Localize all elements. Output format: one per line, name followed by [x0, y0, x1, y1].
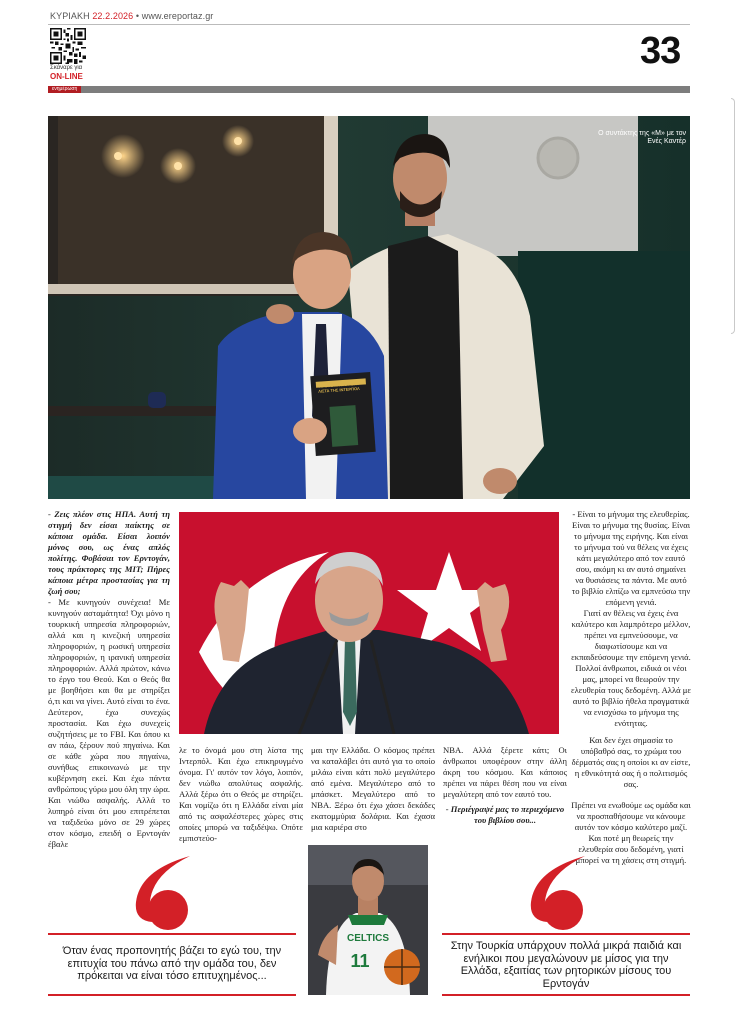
quote-rule-top [48, 933, 296, 935]
quote-rule-top [442, 933, 690, 935]
qr-caption-tag: ενημέρωση [48, 86, 81, 93]
header-site: www.ereportaz.gr [141, 11, 214, 21]
header-dateline [50, 11, 213, 21]
qr-caption-online: ON-LINE [50, 72, 83, 81]
quote-rule-bottom [48, 994, 296, 996]
article-column-3: μαι την Ελλάδα. Ο κόσμος πρέπει να καταλάβει ότι αυτό για το οποίο μιλάω είναι κάτι πολύ μεγαλύτερο από εμένα. Μεγαλύτερο από το μπάσκετ. Μεγαλύτερο από το NBA. Ξέρω ότι έχω χάσει δεκάδες εκατομμύρια δολάρια. Και έχασα μια καριέρα στο [311, 745, 435, 832]
header-date: 22.2.2026 [92, 11, 134, 21]
kanter-celtics-photo [308, 845, 428, 995]
quote-rule-bottom [442, 994, 690, 996]
qr-caption-line1: Σκάναρε για [50, 65, 83, 71]
jersey-team: CELTICS [346, 933, 390, 944]
question-paragraph: - Περιέγραψέ μας το περιεχόμενο του βιβλίου σου... [445, 804, 565, 825]
page-number: 33 [640, 30, 681, 72]
book-title: ΤΟ ΟΝΟΜΑ ΜΟΥ ΣΤΗ ΛΙΣΤΑ ΤΗΣ ΙΝΤΕΡΠΟΛ [317, 380, 360, 394]
qr-code-icon[interactable] [50, 28, 86, 64]
qr-caption [50, 65, 83, 82]
answer-paragraph: - Είναι το μήνυμα της ελευθερίας. Είναι το μήνυμα της θυσίας. Είναι το μήνυμα της ειρήνης. Και είναι το μήνυμα τού να θέλεις να έχεις κάτι μεγαλύτερο από τον εαυτό σου, ακόμη κι αν αυτό σημαίνει να θυσιάσεις τα πάντα. Με αυτό το βιβλίο ελπίζω να εμπνεύσω την επόμενη γενιά. [571, 509, 691, 607]
header-day: ΚΥΡΙΑΚΗ [50, 11, 90, 21]
answer-paragraph: Γιατί αν θέλεις να έχεις ένα καλύτερο και λαμπρότερο μέλλον, πρέπει να εμπνεύσουμε, να διαφωτίσουμε και να εκπαιδεύσουμε την επόμενη γενιά. Πολλοί άνθρωποι, ειδικά οι νέοι μας, μπορεί να θεωρούν την ελευθερία τους δεδομένη. Αλλά με αυτό το βιβλίο ήθελα πραγματικά να ενισχύσω το μήνυμα της ενότητας. [571, 608, 692, 728]
answer-paragraph: Πρέπει να ενωθούμε ως ομάδα και να προσπαθήσουμε να κάνουμε αυτόν τον κόσμο καλύτερο μαζί. Και ποτέ μη θεωρείς την ελευθερία σου δεδομένη, γιατί μπορεί να τη χάσεις στη στιγμή. [571, 800, 691, 865]
answer-paragraph: - Με κυνηγούν συνέχεια! Με κυνηγούν ασταμάτητα! Όχι μόνο η τουρκική υπηρεσία πληροφοριών, αλλά και η κινεζική υπηρεσία πληροφοριών, η ρωσική υπηρεσία πληροφοριών, η ιρανική υπηρεσία πληροφοριών. Αλλά πρώτον, κάνω το έργο του Θεού. Και ο Θεός θα με βοηθήσει και θα με στηρίξει ό,τι και να γίνει. Αυτό είναι το ένα. Δεύτερον, έχω συνεχώς προστασία. Και έχω συνεχείς συζητήσεις με το FBI. Και όπου κι αν πάω, ξέρουν πού πηγαίνω. Και σε κάθε χώρα που πηγαίνω, συνήθως επικοινωνώ με την κυβέρνηση εκεί. Και έχω πάντα ανθρώπους γύρω μου όλη την ώρα. Και νιώθω ασφαλής. Αλλά το λυπηρό είναι ότι μου επιτρέπεται να ταξιδεύω μόνο σε 29 χώρες στον κόσμο, επειδή ο Ερντογάν έβαλε [48, 597, 170, 849]
article-column-2: λε το όνομά μου στη λίστα της Ιντερπόλ. Και έχω επικηρυγμένο όνομα. Γι' αυτόν τον λόγο, λοιπόν, δεν νιώθω απολύτως ασφαλής. Αλλά ξέρω ότι ο Θεός με στηρίζει. Και νομίζω ότι η Ελλάδα είναι μία από τις ασφαλέστερες χώρες στις οποίες μπορώ να ταξιδέψω. Οπότε εμπιστεύο- [179, 745, 303, 843]
main-photo [48, 116, 690, 499]
pull-quote-left: Όταν ένας προπονητής βάζει το εγώ του, την επιτυχία του πάνω από την ομάδα του, δεν πρόκειται να είναι τόσο επιτυχημένος... [62, 945, 282, 982]
photo-caption: Ο συντάκτης της «Μ» με τον Ενές Καντέρ [598, 130, 686, 145]
jersey-number: 11 [350, 951, 370, 971]
kanter-illustration [308, 845, 428, 995]
article-column-4 [443, 745, 567, 826]
article-column-1 [48, 509, 170, 850]
header-separator: • [135, 11, 140, 21]
header-bar [48, 86, 690, 93]
quote-mark-icon [525, 850, 615, 930]
quote-mark-icon [130, 850, 220, 930]
erdogan-illustration [179, 512, 559, 734]
question-paragraph: - Ζεις πλέον στις ΗΠΑ. Αυτή τη στιγμή δεν είσαι παίκτης σε κάποια ομάδα. Είσαι λοιπόν μόνος σου, ως ένας απλός πολίτης. Φοβάσαι τον Ερντογάν, τους πράκτορες της ΜΙΤ; Πήρες κάποια μέτρα προστασίας για τη ζωή σου; [48, 509, 170, 596]
page-edge-tab [731, 98, 735, 334]
header-rule [48, 24, 690, 25]
interview-photo [48, 116, 690, 499]
answer-paragraph: NBA. Αλλά ξέρετε κάτι; Οι άνθρωποι υποφέρουν στην άλλη άκρη του κόσμου. Και κάποιος πρέπει να πάρει θέση που να είναι μεγαλύτερη από τον εαυτό του. [443, 745, 567, 799]
pull-quote-right: Στην Τουρκία υπάρχουν πολλά μικρά παιδιά και ενήλικοι που μεγαλώνουν με μίσος για την Ελλάδα, εξαιτίας των ρητορικών μίσους του Ερντογάν [450, 940, 682, 990]
erdogan-photo [179, 512, 559, 734]
answer-paragraph: Και δεν έχει σημασία το υπόβαθρό σας, το χρώμα του δέρματός σας η οποίοι κι αν είστε, η εθνικότητά σας ή ο πολιτισμός σας. [571, 735, 691, 789]
article-column-5 [571, 509, 691, 866]
